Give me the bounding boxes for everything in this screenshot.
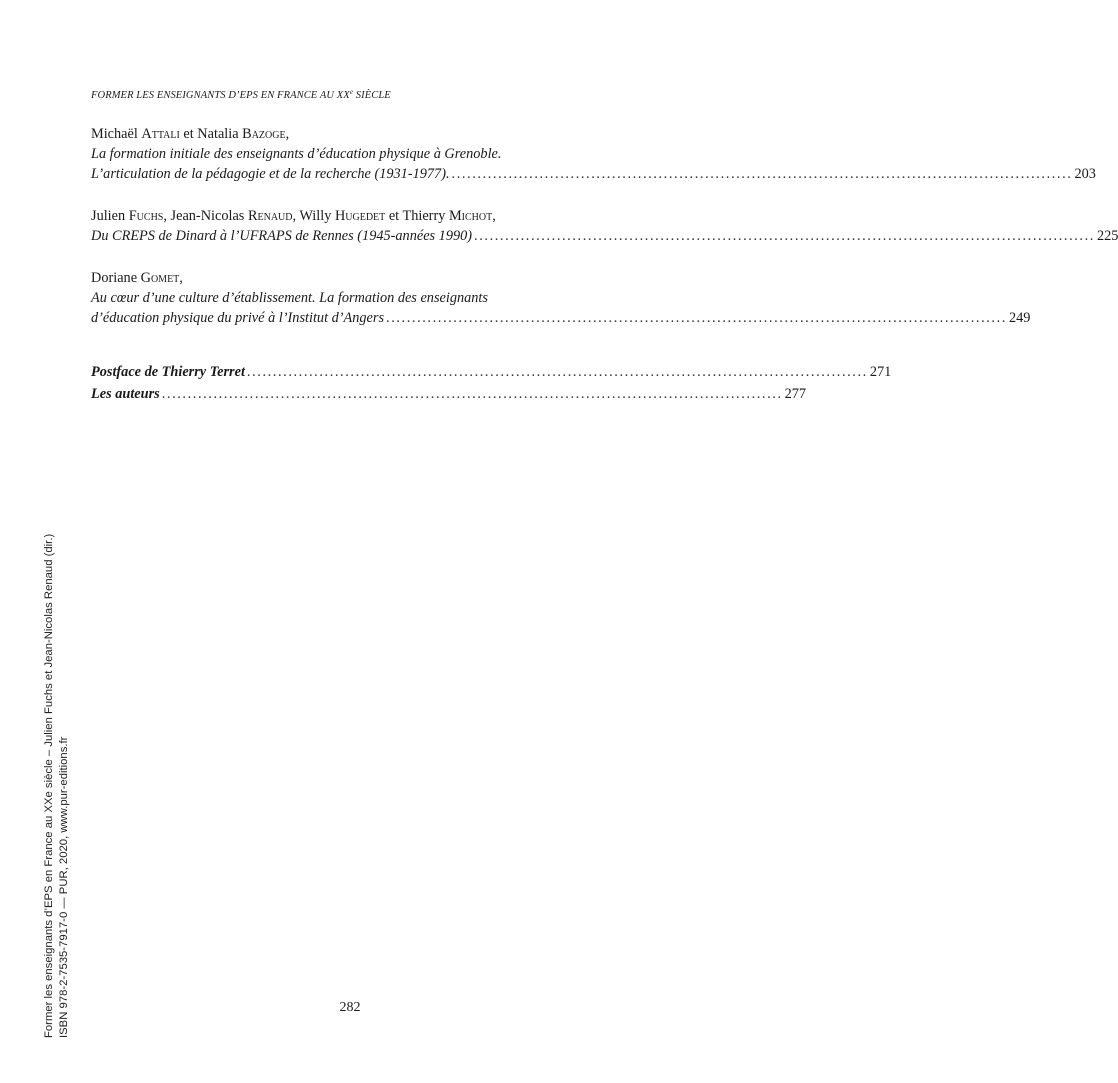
back-matter	[91, 362, 892, 404]
dot-leader: ........................................................................................................................	[161, 386, 783, 402]
entry-title-with-page[interactable]: L’articulation de la pédagogie et de la recherche (1931-1977). ........................................................................................................................ 203	[91, 166, 1096, 182]
toc-entry-gomet	[91, 268, 1031, 328]
table-of-contents	[91, 124, 1118, 406]
entry-authors: Doriane Gomet,	[91, 270, 183, 286]
entry-title: Au cœur d’une culture d’établissement. La formation des enseignants	[91, 290, 488, 306]
dot-leader: ........................................................................................................................	[386, 310, 1007, 326]
side-credit	[42, 534, 72, 1038]
running-head: FORMER LES ENSEIGNANTS D’EPS EN FRANCE AU XXe SIÈCLE	[91, 88, 391, 101]
toc-entry-fuchs-renaud	[91, 206, 1118, 246]
toc-entry-auteurs[interactable]: Les auteurs ........................................................................................................................ 277	[91, 386, 807, 402]
entry-authors: Julien Fuchs, Jean-Nicolas Renaud, Willy Hugedet et Thierry Michot,	[91, 208, 496, 224]
page-ref: 271	[869, 364, 892, 380]
dot-leader: ........................................................................................................................	[246, 364, 868, 380]
entry-title-with-page[interactable]: d’éducation physique du privé à l’Institut d’Angers ........................................................................................................................ 249	[91, 310, 1031, 326]
toc-entry-attali-bazoge	[91, 124, 1096, 184]
page-ref: 225	[1096, 228, 1118, 244]
entry-title-with-page[interactable]: Du CREPS de Dinard à l’UFRAPS de Rennes (1945-années 1990) ........................................................................................................................ 225	[91, 228, 1118, 244]
side-credit-line: Former les enseignants d’EPS en France au XXe siècle – Julien Fuchs et Jean-Nicolas Renaud (dir.)	[43, 533, 55, 1038]
page-ref: 277	[784, 386, 807, 402]
page-number: 282	[339, 1000, 361, 1015]
page-ref: 249	[1008, 310, 1031, 326]
entry-authors: Michaël Attali et Natalia Bazoge,	[91, 126, 290, 142]
side-credit-line: ISBN 978-2-7535-7917-0 — PUR, 2020, www.pur-editions.fr	[58, 736, 70, 1038]
dot-leader: ........................................................................................................................	[451, 166, 1073, 182]
dot-leader: ........................................................................................................................	[474, 228, 1095, 244]
toc-entry-postface[interactable]: Postface de Thierry Terret ........................................................................................................................ 271	[91, 364, 892, 380]
entry-title: La formation initiale des enseignants d’éducation physique à Grenoble.	[91, 146, 502, 162]
page-ref: 203	[1074, 166, 1096, 182]
